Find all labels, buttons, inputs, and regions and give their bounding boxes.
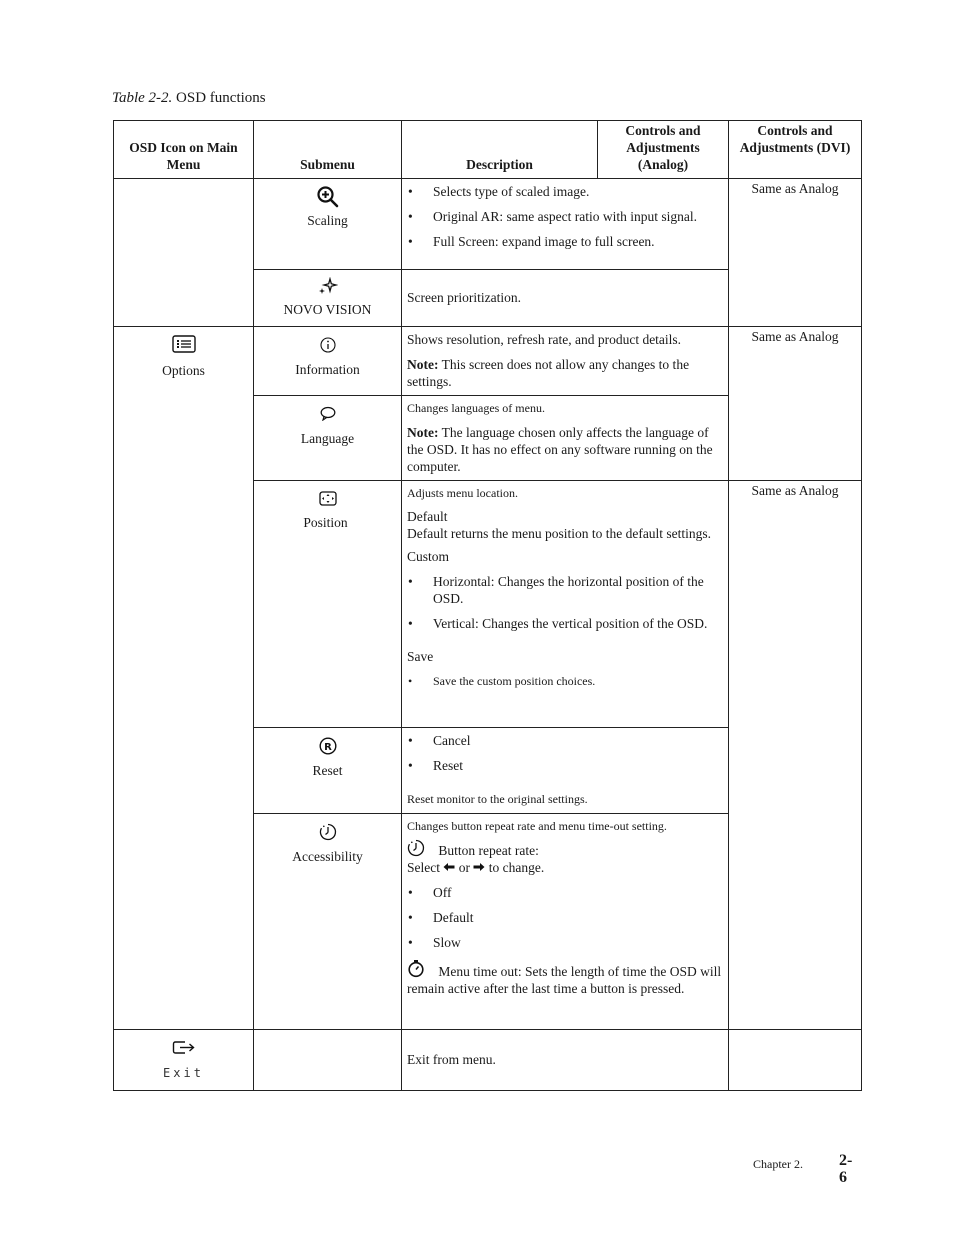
description-novo-vision: [402, 270, 729, 327]
submenu-label-information: Information: [295, 362, 360, 377]
description-language: [402, 396, 729, 481]
speech-bubble-icon: [254, 406, 401, 421]
submenu-cell-position: [254, 481, 402, 728]
header-dvi: Controls and Adjustments (DVI): [729, 121, 862, 179]
timeout-text: Menu time out: Sets the length of time the OSD will remain active after the last time a button is pressed.: [407, 964, 722, 996]
submenu-cell-scaling: [254, 179, 402, 270]
main-icon-cell-exit: [114, 1030, 254, 1091]
main-icon-cell-options: [114, 327, 254, 1030]
reset-r-icon: [254, 737, 401, 755]
note-label: Note:: [407, 425, 439, 440]
position-default-title: Default: [407, 509, 448, 524]
clock-icon: [407, 839, 425, 857]
main-label-exit: Exit: [163, 1066, 204, 1080]
select-post: to change.: [488, 860, 545, 875]
language-note: [407, 424, 723, 475]
caption-text: OSD functions: [176, 90, 266, 106]
list-item: • Original AR: same aspect ratio with input signal.: [407, 208, 723, 225]
description-scaling: [402, 179, 729, 270]
description-information: [402, 327, 729, 396]
description-position: [402, 481, 729, 728]
position-icon: [254, 491, 401, 506]
info-icon: [254, 337, 401, 353]
caption-label: Table 2-2.: [112, 90, 173, 106]
stopwatch-icon: [407, 959, 425, 978]
clock-icon: [254, 823, 401, 841]
submenu-label-accessibility: Accessibility: [292, 849, 363, 864]
description-accessibility: [402, 814, 729, 1030]
table-row-information: [114, 327, 862, 396]
header-row: [114, 121, 862, 179]
list-menu-icon: [114, 335, 253, 353]
note-text: This screen does not allow any changes to the settings.: [407, 357, 690, 389]
dvi-information: Same as Analog: [729, 327, 862, 481]
submenu-label-novo-vision: NOVO VISION: [283, 302, 372, 317]
dvi-scaling: Same as Analog: [729, 179, 862, 327]
position-description: Adjusts menu location.: [407, 486, 518, 500]
submenu-cell-accessibility: [254, 814, 402, 1030]
header-analog: Controls and Adjustments (Analog): [598, 121, 729, 179]
list-item: • Horizontal: Changes the horizontal position of the OSD.: [407, 573, 723, 607]
main-icon-cell-empty: [114, 179, 254, 327]
list-item: • Full Screen: expand image to full screen.: [407, 233, 723, 250]
select-line: [407, 859, 723, 876]
left-arrow-icon: [443, 862, 455, 872]
select-pre: Select: [407, 860, 440, 875]
list-item: • Off: [407, 884, 723, 901]
header-description: Description: [402, 121, 598, 179]
position-save-title: Save: [407, 649, 434, 664]
list-item: • Selects type of scaled image.: [407, 183, 723, 200]
submenu-label-scaling: Scaling: [307, 213, 348, 228]
svg-text:R: R: [323, 741, 332, 753]
list-item: • Vertical: Changes the vertical position of the OSD.: [407, 615, 723, 632]
position-custom-title: Custom: [407, 549, 450, 564]
exit-arrow-icon: [114, 1040, 253, 1055]
exit-description: Exit from menu.: [407, 1052, 496, 1067]
description-exit: [402, 1030, 729, 1091]
information-note: [407, 356, 723, 390]
list-item: • Reset: [407, 757, 723, 774]
zoom-in-icon: [254, 185, 401, 209]
repeat-rate-title: Button repeat rate:: [438, 843, 539, 858]
list-item: • Default: [407, 909, 723, 926]
submenu-label-reset: Reset: [312, 763, 343, 778]
submenu-label-position: Position: [303, 515, 348, 530]
dvi-exit-empty: [729, 1030, 862, 1091]
description-reset: [402, 728, 729, 814]
timeout-line: [407, 959, 723, 997]
submenu-label-language: Language: [300, 431, 355, 446]
header-icon: OSD Icon on Main Menu: [114, 121, 254, 179]
repeat-rate-line: [407, 839, 723, 859]
position-default-text: Default returns the menu position to the default settings.: [407, 526, 712, 541]
language-description: Changes languages of menu.: [407, 401, 545, 415]
page-number: 2-6: [839, 1152, 853, 1186]
page-footer: [753, 1152, 853, 1186]
header-submenu: Submenu: [254, 121, 402, 179]
right-arrow-icon: [473, 862, 485, 872]
submenu-cell-novo-vision: [254, 270, 402, 327]
submenu-cell-language: [254, 396, 402, 481]
note-text: The language chosen only affects the language of the OSD. It has no effect on any software running on the computer.: [407, 425, 713, 474]
information-description: Shows resolution, refresh rate, and product details.: [407, 332, 682, 347]
note-label: Note:: [407, 357, 439, 372]
submenu-cell-reset: [254, 728, 402, 814]
reset-description: Reset monitor to the original settings.: [407, 792, 588, 806]
list-item: • Save the custom position choices.: [407, 673, 723, 690]
dvi-position: Same as Analog: [729, 481, 862, 1030]
novo-description: Screen prioritization.: [407, 290, 521, 305]
select-or: or: [458, 860, 470, 875]
osd-functions-table: [113, 120, 862, 1091]
accessibility-description: Changes button repeat rate and menu time-out setting.: [407, 819, 667, 833]
sparkle-icon: [254, 277, 401, 295]
main-label-options: Options: [162, 363, 205, 378]
table-row-scaling: [114, 179, 862, 270]
submenu-cell-exit-empty: [254, 1030, 402, 1091]
table-caption: [112, 90, 266, 107]
footer-chapter: Chapter 2.: [753, 1157, 803, 1171]
list-item: • Cancel: [407, 732, 723, 749]
list-item: • Slow: [407, 934, 723, 951]
submenu-cell-information: [254, 327, 402, 396]
table-row-exit: [114, 1030, 862, 1091]
